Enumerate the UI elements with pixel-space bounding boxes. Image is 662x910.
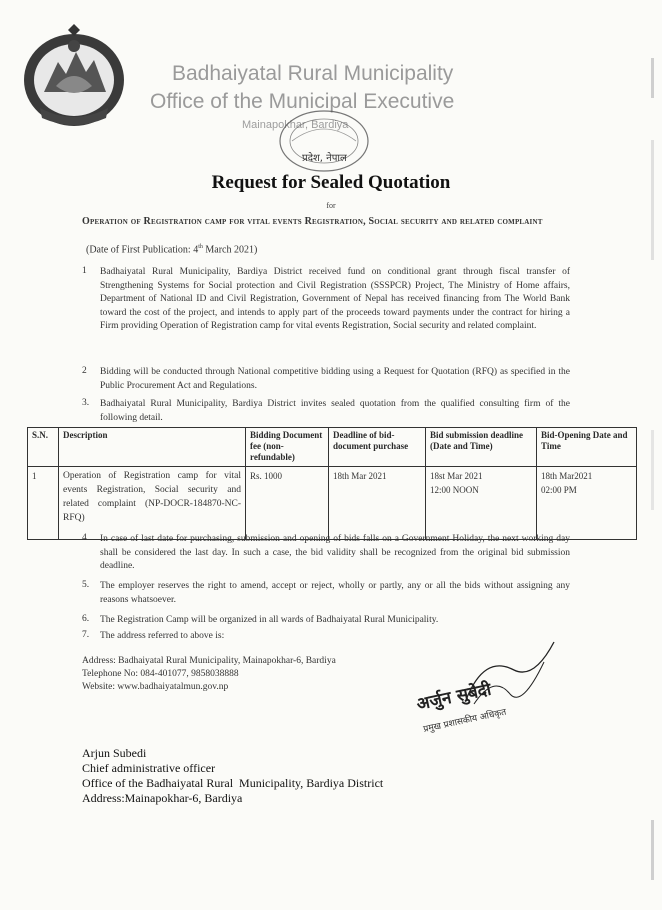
table-header: Description: [59, 428, 246, 467]
clause-number: 4: [82, 533, 87, 543]
office-name: Office of the Municipal Executive: [150, 90, 455, 113]
opening-date: 18th Mar2021: [541, 471, 593, 481]
cell-opening: [537, 467, 637, 540]
table-header: Deadline of bid-document purchase: [329, 428, 426, 467]
notice-subject: Operation of Registration camp for vital events Registration, Social security and related complaint: [82, 216, 543, 227]
table-header: Bid-Opening Date and Time: [537, 428, 637, 467]
signatory-office: Office of the Badhaiyatal Rural Municipality, Bardiya District: [82, 776, 384, 790]
cell-description: Operation of Registration camp for vital events Registration, Social security and related complaint (NP-DOCR-184870-NC-RFQ): [59, 467, 246, 540]
contact-website: Website: www.badhaiyatalmun.gov.np: [82, 682, 229, 692]
svg-text:प्रदेश, नेपाल: प्रदेश, नेपाल: [302, 153, 347, 164]
svg-text:प्रमुख प्रशासकीय अधिकृत: प्रमुख प्रशासकीय अधिकृत: [422, 707, 508, 735]
clause-number: 1: [82, 266, 87, 276]
signatory-block: [82, 746, 383, 806]
cell-fee: Rs. 1000: [246, 467, 329, 540]
clause-number: 6.: [82, 614, 90, 624]
cell-submission: [426, 467, 537, 540]
office-location: Mainapokhar, Bardiya: [242, 119, 349, 131]
table-header: Bid submission deadline (Date and Time): [426, 428, 537, 467]
cell-purchase-deadline: 18th Mar 2021: [329, 467, 426, 540]
clause-text: Badhaiyatal Rural Municipality, Bardiya District invites sealed quotation from the qualified consulting firm of the following detail.: [100, 399, 570, 423]
submission-date: 18st Mar 2021: [430, 471, 483, 481]
clause-text: The address referred to above is:: [100, 631, 225, 641]
scan-edge-mark: [651, 430, 654, 510]
contact-block: [82, 655, 336, 694]
publication-date: (Date of First Publication: 4th March 2021): [86, 244, 258, 256]
clause-text: Bidding will be conducted through National competitive bidding using a Request for Quotation (RFQ) as specified in the Public Procurement Act and Regulations.: [100, 367, 570, 391]
submission-time: 12:00 NOON: [430, 485, 479, 495]
clause-text: The employer reserves the right to amend, accept or reject, wholly or partly, any or all the bids without assigning any reasons whatsoever.: [100, 581, 570, 605]
signatory-designation: Chief administrative officer: [82, 761, 216, 775]
org-name: Badhaiyatal Rural Municipality: [172, 62, 454, 85]
clause-number: 2: [82, 366, 87, 376]
nepal-emblem-icon: [20, 22, 128, 130]
scan-edge-mark: [651, 140, 654, 260]
handwritten-signature: [414, 634, 564, 744]
contact-address: Address: Badhaiyatal Rural Municipality, Mainapokhar-6, Bardiya: [82, 656, 336, 666]
scan-edge-mark: [651, 58, 654, 98]
clause-text: The Registration Camp will be organized in all wards of Badhaiyatal Rural Municipality.: [100, 615, 439, 625]
table-header: S.N.: [28, 428, 59, 467]
clause-number: 5.: [82, 580, 90, 590]
opening-time: 02:00 PM: [541, 485, 577, 495]
document-title: Request for Sealed Quotation: [211, 172, 451, 193]
clause-number: 7.: [82, 630, 90, 640]
table-header: Bidding Document fee (non-refundable): [246, 428, 329, 467]
clause-text: In case of last date for purchasing, submission and opening of bids falls on a Government Holiday, the next working day shall be considered the last day. In such a case, the bid validity shall be recognized from the original bid submission deadline.: [100, 534, 570, 572]
clause-number: 3.: [82, 398, 90, 408]
signatory-name: Arjun Subedi: [82, 746, 147, 760]
scan-edge-mark: [651, 820, 654, 880]
table-row: [28, 467, 637, 540]
signatory-address: Address:Mainapokhar-6, Bardiya: [82, 791, 243, 805]
quotation-table: [27, 427, 637, 540]
cell-sn: 1: [28, 467, 59, 540]
svg-text:अर्जुन सुबेदी: अर्जुन सुबेदी: [414, 679, 493, 715]
for-label: for: [326, 201, 336, 210]
contact-telephone: Telephone No: 084-401077, 9858038888: [82, 669, 239, 679]
clause-text: Badhaiyatal Rural Municipality, Bardiya District received fund on conditional grant through fiscal transfer of Strengthening Systems for Social protection and Civil Registration (SSSPCR) Project, The Ministry of Home affairs, Department of National ID and Civil Registration, Government of Nepal has received financing from The World Bank toward the cost of the project, and intends to apply part of the proceeds toward payments under the contract for hiring a Firm providing Operation of Registration camp for vital events Registration, Social security and related complaint.: [100, 267, 570, 332]
